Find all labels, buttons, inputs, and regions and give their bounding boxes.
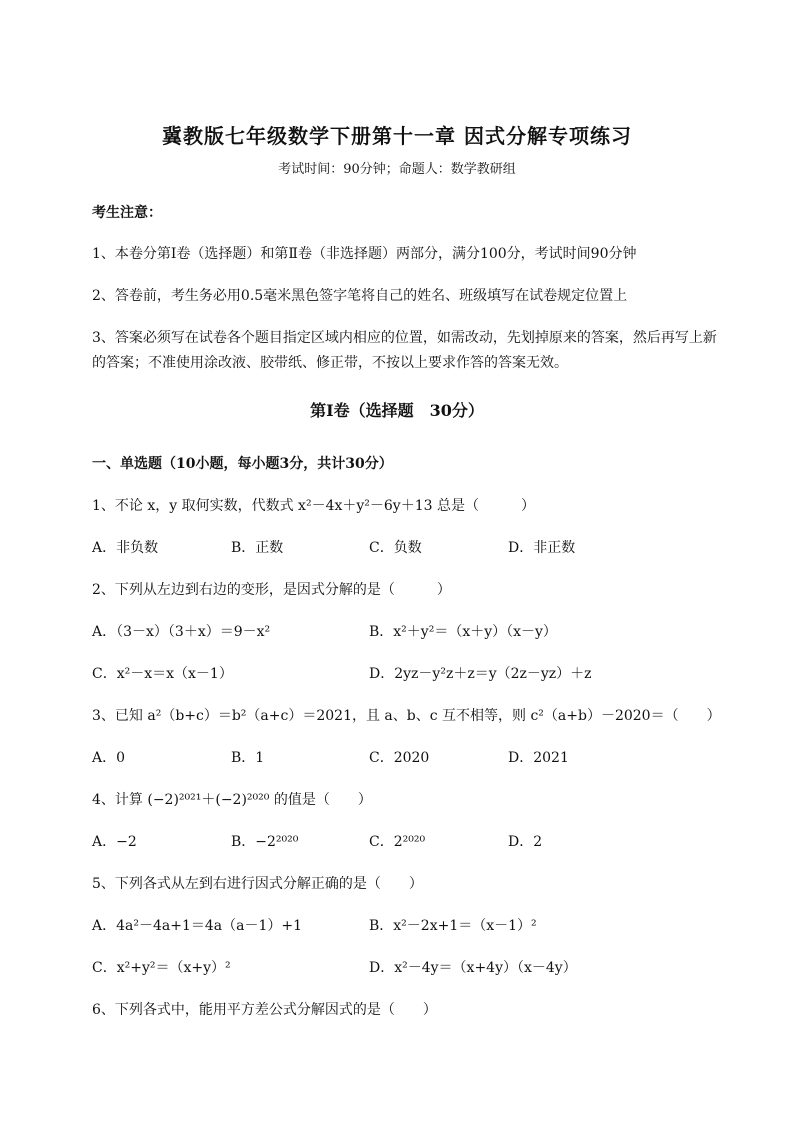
option-a[interactable]: A．0 bbox=[92, 750, 126, 766]
question-stem-2: 2、下列从左边到右边的变形，是因式分解的是（ ） bbox=[92, 582, 451, 598]
option-c[interactable]: C．x²+y²＝（x+y）² bbox=[92, 960, 231, 976]
notice-item: 2、答卷前，考生务必用0.5毫米黑色签字笔将自己的姓名、班级填写在试卷规定位置上 bbox=[92, 288, 628, 304]
option-c[interactable]: C．2020 bbox=[369, 750, 430, 766]
section-title: 第I卷（选择题 30分） bbox=[310, 401, 484, 420]
page-title: 冀教版七年级数学下册第十一章 因式分解专项练习 bbox=[162, 124, 632, 148]
option-b[interactable]: B．正数 bbox=[231, 540, 284, 556]
question-stem-4: 4、计算 (−2)²⁰²¹＋(−2)²⁰²⁰ 的值是（ ） bbox=[92, 792, 372, 808]
option-d[interactable]: D．非正数 bbox=[508, 540, 576, 556]
part-heading: 一、单选题（10小题，每小题3分，共计30分） bbox=[92, 456, 393, 472]
notice-item: 的答案；不准使用涂改液、胶带纸、修正带，不按以上要求作答的答案无效。 bbox=[92, 355, 568, 371]
option-b[interactable]: B．−2²⁰²⁰ bbox=[231, 834, 299, 850]
option-b[interactable]: B．x²＋y²＝（x＋y）（x－y） bbox=[369, 624, 557, 640]
question-stem-3: 3、已知 a²（b+c）＝b²（a+c）＝2021，且 a、b、c 互不相等，则 c²（a+b）－2020＝（ ） bbox=[92, 708, 721, 724]
option-d[interactable]: D．2021 bbox=[508, 750, 569, 766]
question-stem-5: 5、下列各式从左到右进行因式分解正确的是（ ） bbox=[92, 876, 423, 892]
option-a[interactable]: A．非负数 bbox=[92, 540, 159, 556]
option-a[interactable]: A．−2 bbox=[92, 834, 137, 850]
notice-item: 3、答案必须写在试卷各个题目指定区域内相应的位置，如需改动，先划掉原来的答案，然后再写上新 bbox=[92, 330, 717, 346]
option-c[interactable]: C．x²－x＝x（x－1） bbox=[92, 666, 233, 682]
option-d[interactable]: D．2yz－y²z＋z＝y（2z－yz）＋z bbox=[369, 666, 592, 682]
option-b[interactable]: B．1 bbox=[231, 750, 265, 766]
question-stem-1: 1、不论 x，y 取何实数，代数式 x²－4x＋y²－6y＋13 总是（ ） bbox=[92, 498, 535, 514]
option-d[interactable]: D．x²－4y＝（x+4y）（x－4y） bbox=[369, 960, 577, 976]
notice-heading: 考生注意： bbox=[92, 205, 162, 221]
question-stem-6: 6、下列各式中，能用平方差公式分解因式的是（ ） bbox=[92, 1002, 437, 1018]
page-subtitle: 考试时间：90分钟；命题人：数学教研组 bbox=[278, 162, 516, 177]
option-b[interactable]: B．x²－2x+1＝（x－1）² bbox=[369, 918, 537, 934]
option-c[interactable]: C．负数 bbox=[369, 540, 422, 556]
option-d[interactable]: D．2 bbox=[508, 834, 543, 850]
option-a[interactable]: A．（3－x）（3＋x）＝9－x² bbox=[92, 624, 271, 640]
option-a[interactable]: A．4a²－4a+1＝4a（a－1）+1 bbox=[92, 918, 303, 934]
option-c[interactable]: C．2²⁰²⁰ bbox=[369, 834, 426, 850]
notice-item: 1、本卷分第I卷（选择题）和第Ⅱ卷（非选择题）两部分，满分100分，考试时间90分钟 bbox=[92, 246, 637, 262]
